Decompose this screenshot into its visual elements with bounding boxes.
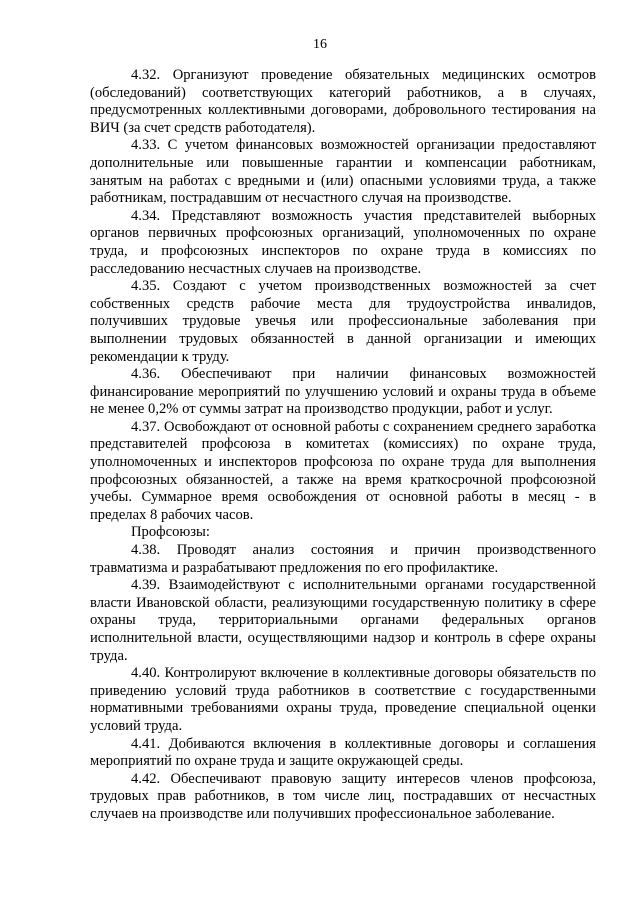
section-heading-trade-unions: Профсоюзы: — [131, 524, 210, 541]
paragraph-4-36: 4.36. Обеспечивают при наличии финансовых возможностей финансирование мероприятий по улучшению условий и охраны труда в объеме не менее 0,2% от суммы затрат на производство продукции, работ и услуг. — [90, 366, 596, 418]
paragraph-4-38: 4.38. Проводят анализ состояния и причин производственного травматизма и разрабатывают предложения по его профилактике. — [90, 542, 596, 576]
paragraph-4-39: 4.39. Взаимодействуют с исполнительными органами государственной власти Ивановской области, реализующими государственную политику в сфере охраны труда, территориальными органами федеральных органов исполнительной власти, осуществляющими надзор и контроль в сфере охраны труда. — [90, 577, 596, 664]
paragraph-4-41: 4.41. Добиваются включения в коллективные договоры и соглашения мероприятий по охране труда и защите окружающей среды. — [90, 735, 596, 770]
paragraph-4-37: 4.37. Освобождают от основной работы с сохранением среднего заработка представителей профсоюза в комитетах (комиссиях) по охране труда, уполномоченных и инспекторов профсоюза по охране труда для выполнения профсоюзных обязанностей, а также на время краткосрочной профсоюзной учебы. Суммарное время освобождения от основной работы в месяц - в пределах 8 рабочих часов. — [90, 418, 596, 523]
paragraph-4-32: 4.32. Организуют проведение обязательных медицинских осмотров (обследований) соответствующих категорий работников, а в случаях, предусмотренных коллективными договорами, добровольного тестирования на ВИЧ (за счет средств работодателя). — [90, 67, 596, 136]
paragraph-4-40: 4.40. Контролируют включение в коллективные договоры обязательств по приведению условий труда работников в соответствие с государственными нормативными требованиями охраны труда, проведение специальной оценки условий труда. — [90, 665, 596, 734]
paragraph-4-42: 4.42. Обеспечивают правовую защиту интересов членов профсоюза, трудовых прав работников, в том числе лиц, пострадавших от несчастных случаев на производстве или получивших профессиональное заболевание. — [90, 770, 596, 822]
paragraph-4-35: 4.35. Создают с учетом производственных возможностей за счет собственных средств рабочие места для трудоустройства инвалидов, получивших трудовые увечья или профессиональные заболевания при выполнении трудовых обязанностей в данной организации и имеющих рекомендации к труду. — [90, 278, 596, 365]
paragraph-4-33: 4.33. С учетом финансовых возможностей организации предоставляют дополнительные или повышенные гарантии и компенсации работникам, занятым на работах с вредными и (или) опасными условиями труда, а также работникам, пострадавшим от несчастного случая на производстве. — [90, 137, 596, 207]
document-body — [90, 67, 596, 824]
page-number: 16 — [313, 37, 327, 52]
paragraph-4-34: 4.34. Представляют возможность участия представителей выборных органов первичных профсоюзных организаций, уполномоченных по охране труда, и профсоюзных инспекторов по охране труда в комиссиях по расследованию несчастных случаев на производстве. — [90, 207, 596, 277]
